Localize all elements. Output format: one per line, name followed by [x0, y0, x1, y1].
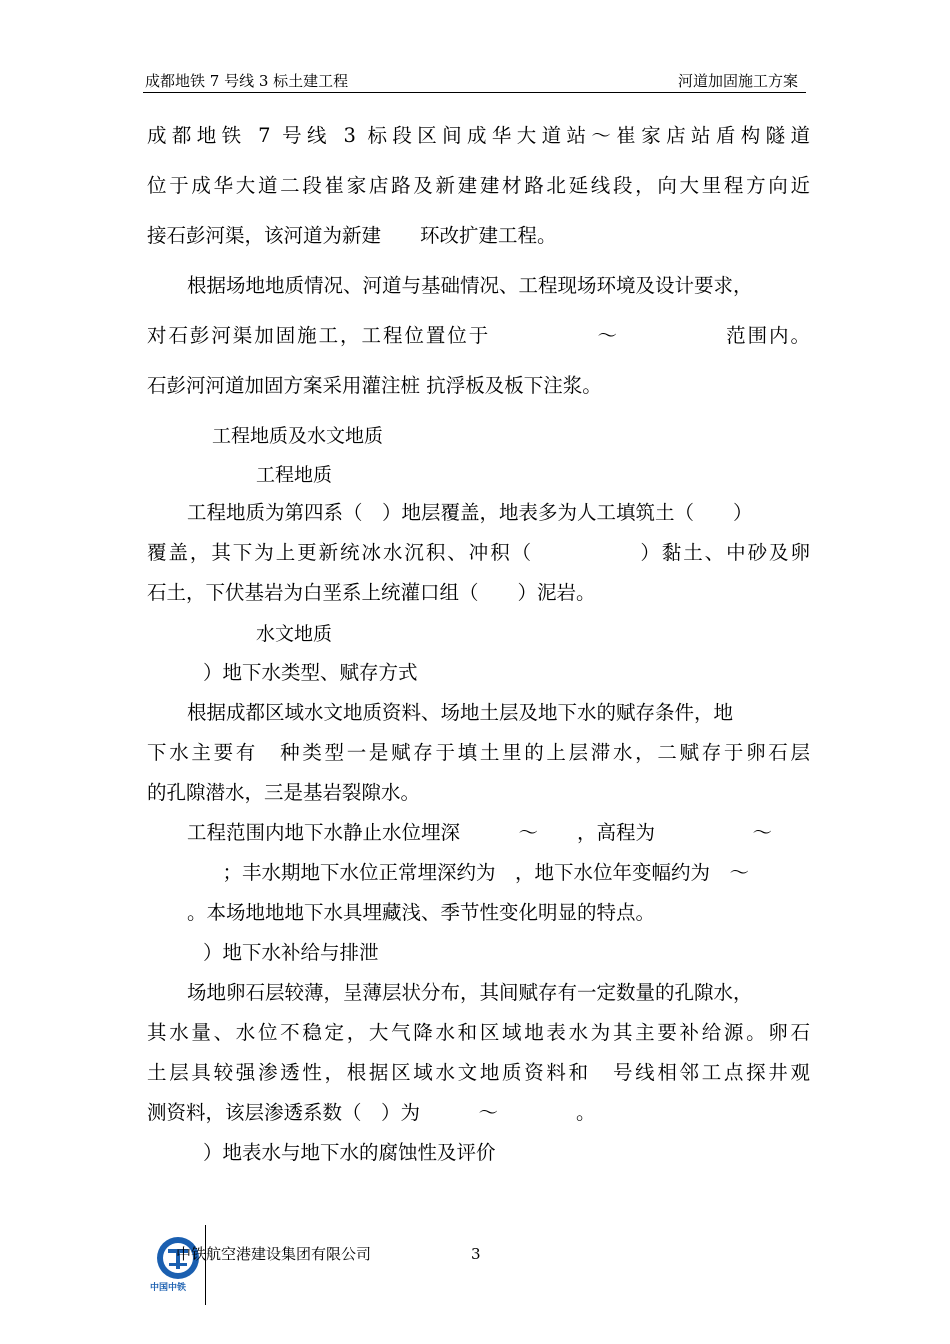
header-left: 成都地铁 7 号线 3 标土建工程: [145, 72, 349, 90]
subheading-recharge-discharge: ）地下水补给与排泄: [203, 941, 379, 964]
paragraph-6-line-1: 场地卵石层较薄，呈薄层状分布，其间赋存有一定数量的孔隙水，: [187, 981, 753, 1004]
paragraph-2-line-1: 根据场地地质情况、河道与基础情况、工程现场环境及设计要求，: [187, 274, 753, 297]
paragraph-6-line-3: 土层具较强渗透性，根据区域水文地质资料和 号线相邻工点探井观: [147, 1061, 810, 1084]
paragraph-2-line-3: 石彭河河道加固方案采用灌注桩 抗浮板及板下注浆。: [147, 374, 602, 397]
heading-engineering-geology: 工程地质: [256, 464, 333, 486]
page-number: 3: [471, 1245, 481, 1263]
paragraph-1-line-3: 接石彭河渠，该河道为新建 环改扩建工程。: [147, 224, 557, 247]
paragraph-1-line-2: 位于成华大道二段崔家店路及新建建材路北延线段，向大里程方向近: [147, 174, 810, 197]
header-rule: [143, 92, 806, 93]
heading-hydrogeology: 水文地质: [256, 623, 333, 645]
header-right: 河道加固施工方案: [677, 72, 798, 90]
paragraph-4-line-3: 的孔隙潜水，三是基岩裂隙水。: [147, 781, 421, 804]
paragraph-5-line-2: ；丰水期地下水位正常埋深约为 ，地下水位年变幅约为 ～: [203, 861, 750, 884]
paragraph-6-line-2: 其水量、水位不稳定，大气降水和区域地表水为其主要补给源。卵石: [147, 1021, 810, 1044]
paragraph-1-line-1: 成都地铁 7 号线 3 标段区间成华大道站～崔家店站盾构隧道: [147, 124, 810, 147]
paragraph-4-line-1: 根据成都区域水文地质资料、场地土层及地下水的赋存条件，地: [187, 701, 734, 724]
paragraph-5-line-1: 工程范围内地下水静止水位埋深 ～ ，高程为 ～: [187, 821, 773, 844]
subheading-corrosion-evaluation: ）地表水与地下水的腐蚀性及评价: [203, 1141, 496, 1164]
heading-geology-hydrology: 工程地质及水文地质: [212, 425, 384, 447]
paragraph-3-line-1: 工程地质为第四系（ ）地层覆盖，地表多为人工填筑土（ ）: [187, 501, 753, 524]
logo-caption: 中国中铁: [150, 1283, 187, 1293]
paragraph-4-line-2: 下水主要有 种类型一是赋存于填土里的上层滞水，二赋存于卵石层: [147, 741, 810, 764]
footer-divider: [205, 1225, 206, 1305]
paragraph-3-line-2: 覆盖，其下为上更新统冰水沉积、冲积（ ）黏土、中砂及卵: [147, 541, 810, 564]
paragraph-3-line-3: 石土，下伏基岩为白垩系上统灌口组（ ）泥岩。: [147, 581, 596, 604]
footer-company-name: 中铁航空港建设集团有限公司: [176, 1245, 372, 1263]
paragraph-6-line-4: 测资料，该层渗透系数（ ）为 ～ 。: [147, 1101, 596, 1124]
paragraph-5-line-3: 。本场地地地下水具埋藏浅、季节性变化明显的特点。: [187, 901, 656, 924]
paragraph-2-line-2: 对石彭河渠加固施工，工程位置位于 ～ 范围内。: [147, 324, 810, 347]
subheading-groundwater-type: ）地下水类型、赋存方式: [203, 661, 418, 684]
